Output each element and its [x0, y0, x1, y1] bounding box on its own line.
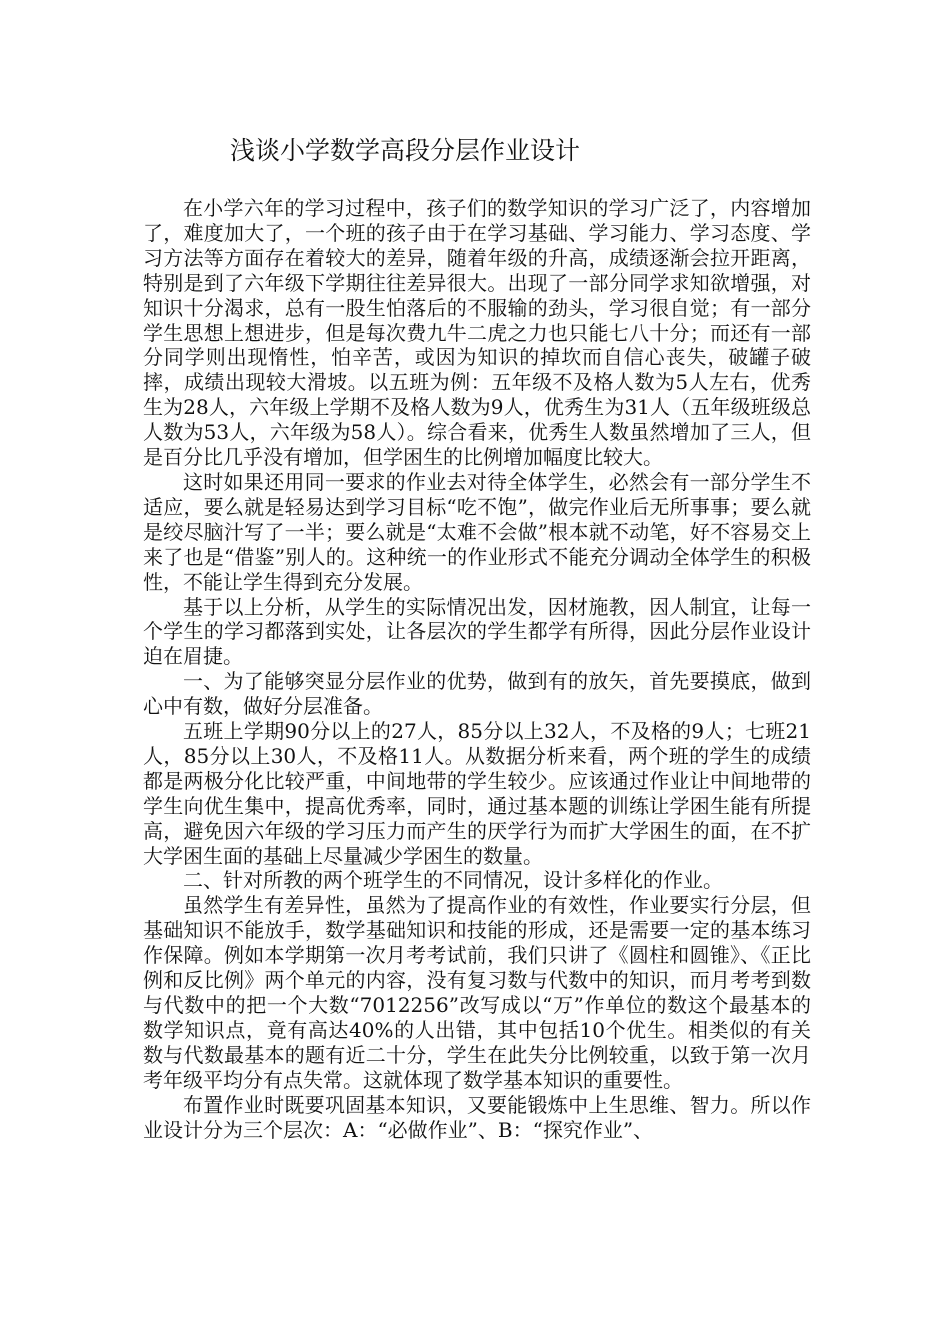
- paragraph: 虽然学生有差异性，虽然为了提高作业的有效性，作业要实行分层，但基础知识不能放手，数学基础知识和技能的形成，还是需要一定的基本练习作保障。例如本学期第一次月考考试前，我们只讲了《圆柱和圆锥》、《正比例和反比例》两个单元的内容，没有复习数与代数中的知识，而月考考到数与代数中的把一个大数“7012256”改写成以“万”作单位的数这个最基本的数学知识点，竟有高达40%的人出错，其中包括10个优生。相类似的有关数与代数最基本的题有近二十分，学生在此失分比例较重，以致于第一次月考年级平均分有点失常。这就体现了数学基本知识的重要性。: [143, 893, 811, 1092]
- document-title: 浅谈小学数学高段分层作业设计: [230, 136, 581, 165]
- document-body: [143, 196, 811, 1142]
- paragraph: 在小学六年的学习过程中，孩子们的数学知识的学习广泛了，内容增加了，难度加大了，一个班的孩子由于在学习基础、学习能力、学习态度、学习方法等方面存在着较大的差异，随着年级的升高，成绩逐渐会拉开距离，特别是到了六年级下学期往往差异很大。出现了一部分同学求知欲增强，对知识十分渴求，总有一股生怕落后的不服输的劲头，学习很自觉；有一部分学生思想上想进步，但是每次费九牛二虎之力也只能七八十分；而还有一部分同学则出现惰性，怕辛苦，或因为知识的掉坎而自信心丧失，破罐子破摔，成绩出现较大滑坡。以五班为例：五年级不及格人数为5人左右，优秀生为28人，六年级上学期不及格人数为9人，优秀生为31人（五年级班级总人数为53人，六年级为58人）。综合看来，优秀生人数虽然增加了三人，但是百分比几乎没有增加，但学困生的比例增加幅度比较大。: [143, 196, 811, 470]
- paragraph: 布置作业时既要巩固基本知识，又要能锻炼中上生思维、智力。所以作业设计分为三个层次：A：“必做作业”、B：“探究作业”、: [143, 1092, 811, 1142]
- paragraph: 五班上学期90分以上的27人，85分以上32人，不及格的9人；七班21人，85分以上30人，不及格11人。从数据分析来看，两个班的学生的成绩都是两极分化比较严重，中间地带的学生较少。应该通过作业让中间地带的学生向优生集中，提高优秀率，同时，通过基本题的训练让学困生能有所提高，避免因六年级的学习压力而产生的厌学行为而扩大学困生的面，在不扩大学困生面的基础上尽量减少学困生的数量。: [143, 719, 811, 868]
- paragraph: 这时如果还用同一要求的作业去对待全体学生，必然会有一部分学生不适应，要么就是轻易达到学习目标“吃不饱”，做完作业后无所事事；要么就是绞尽脑汁写了一半；要么就是“太难不会做”根本就不动笔，好不容易交上来了也是“借鉴”别人的。这种统一的作业形式不能充分调动全体学生的积极性，不能让学生得到充分发展。: [143, 469, 811, 594]
- paragraph: 基于以上分析，从学生的实际情况出发，因材施教，因人制宜，让每一个学生的学习都落到实处，让各层次的学生都学有所得，因此分层作业设计迫在眉捷。: [143, 594, 811, 669]
- paragraph: 二、针对所教的两个班学生的不同情况，设计多样化的作业。: [183, 868, 723, 893]
- paragraph: 一、为了能够突显分层作业的优势，做到有的放矢，首先要摸底，做到心中有数，做好分层准备。: [143, 669, 811, 719]
